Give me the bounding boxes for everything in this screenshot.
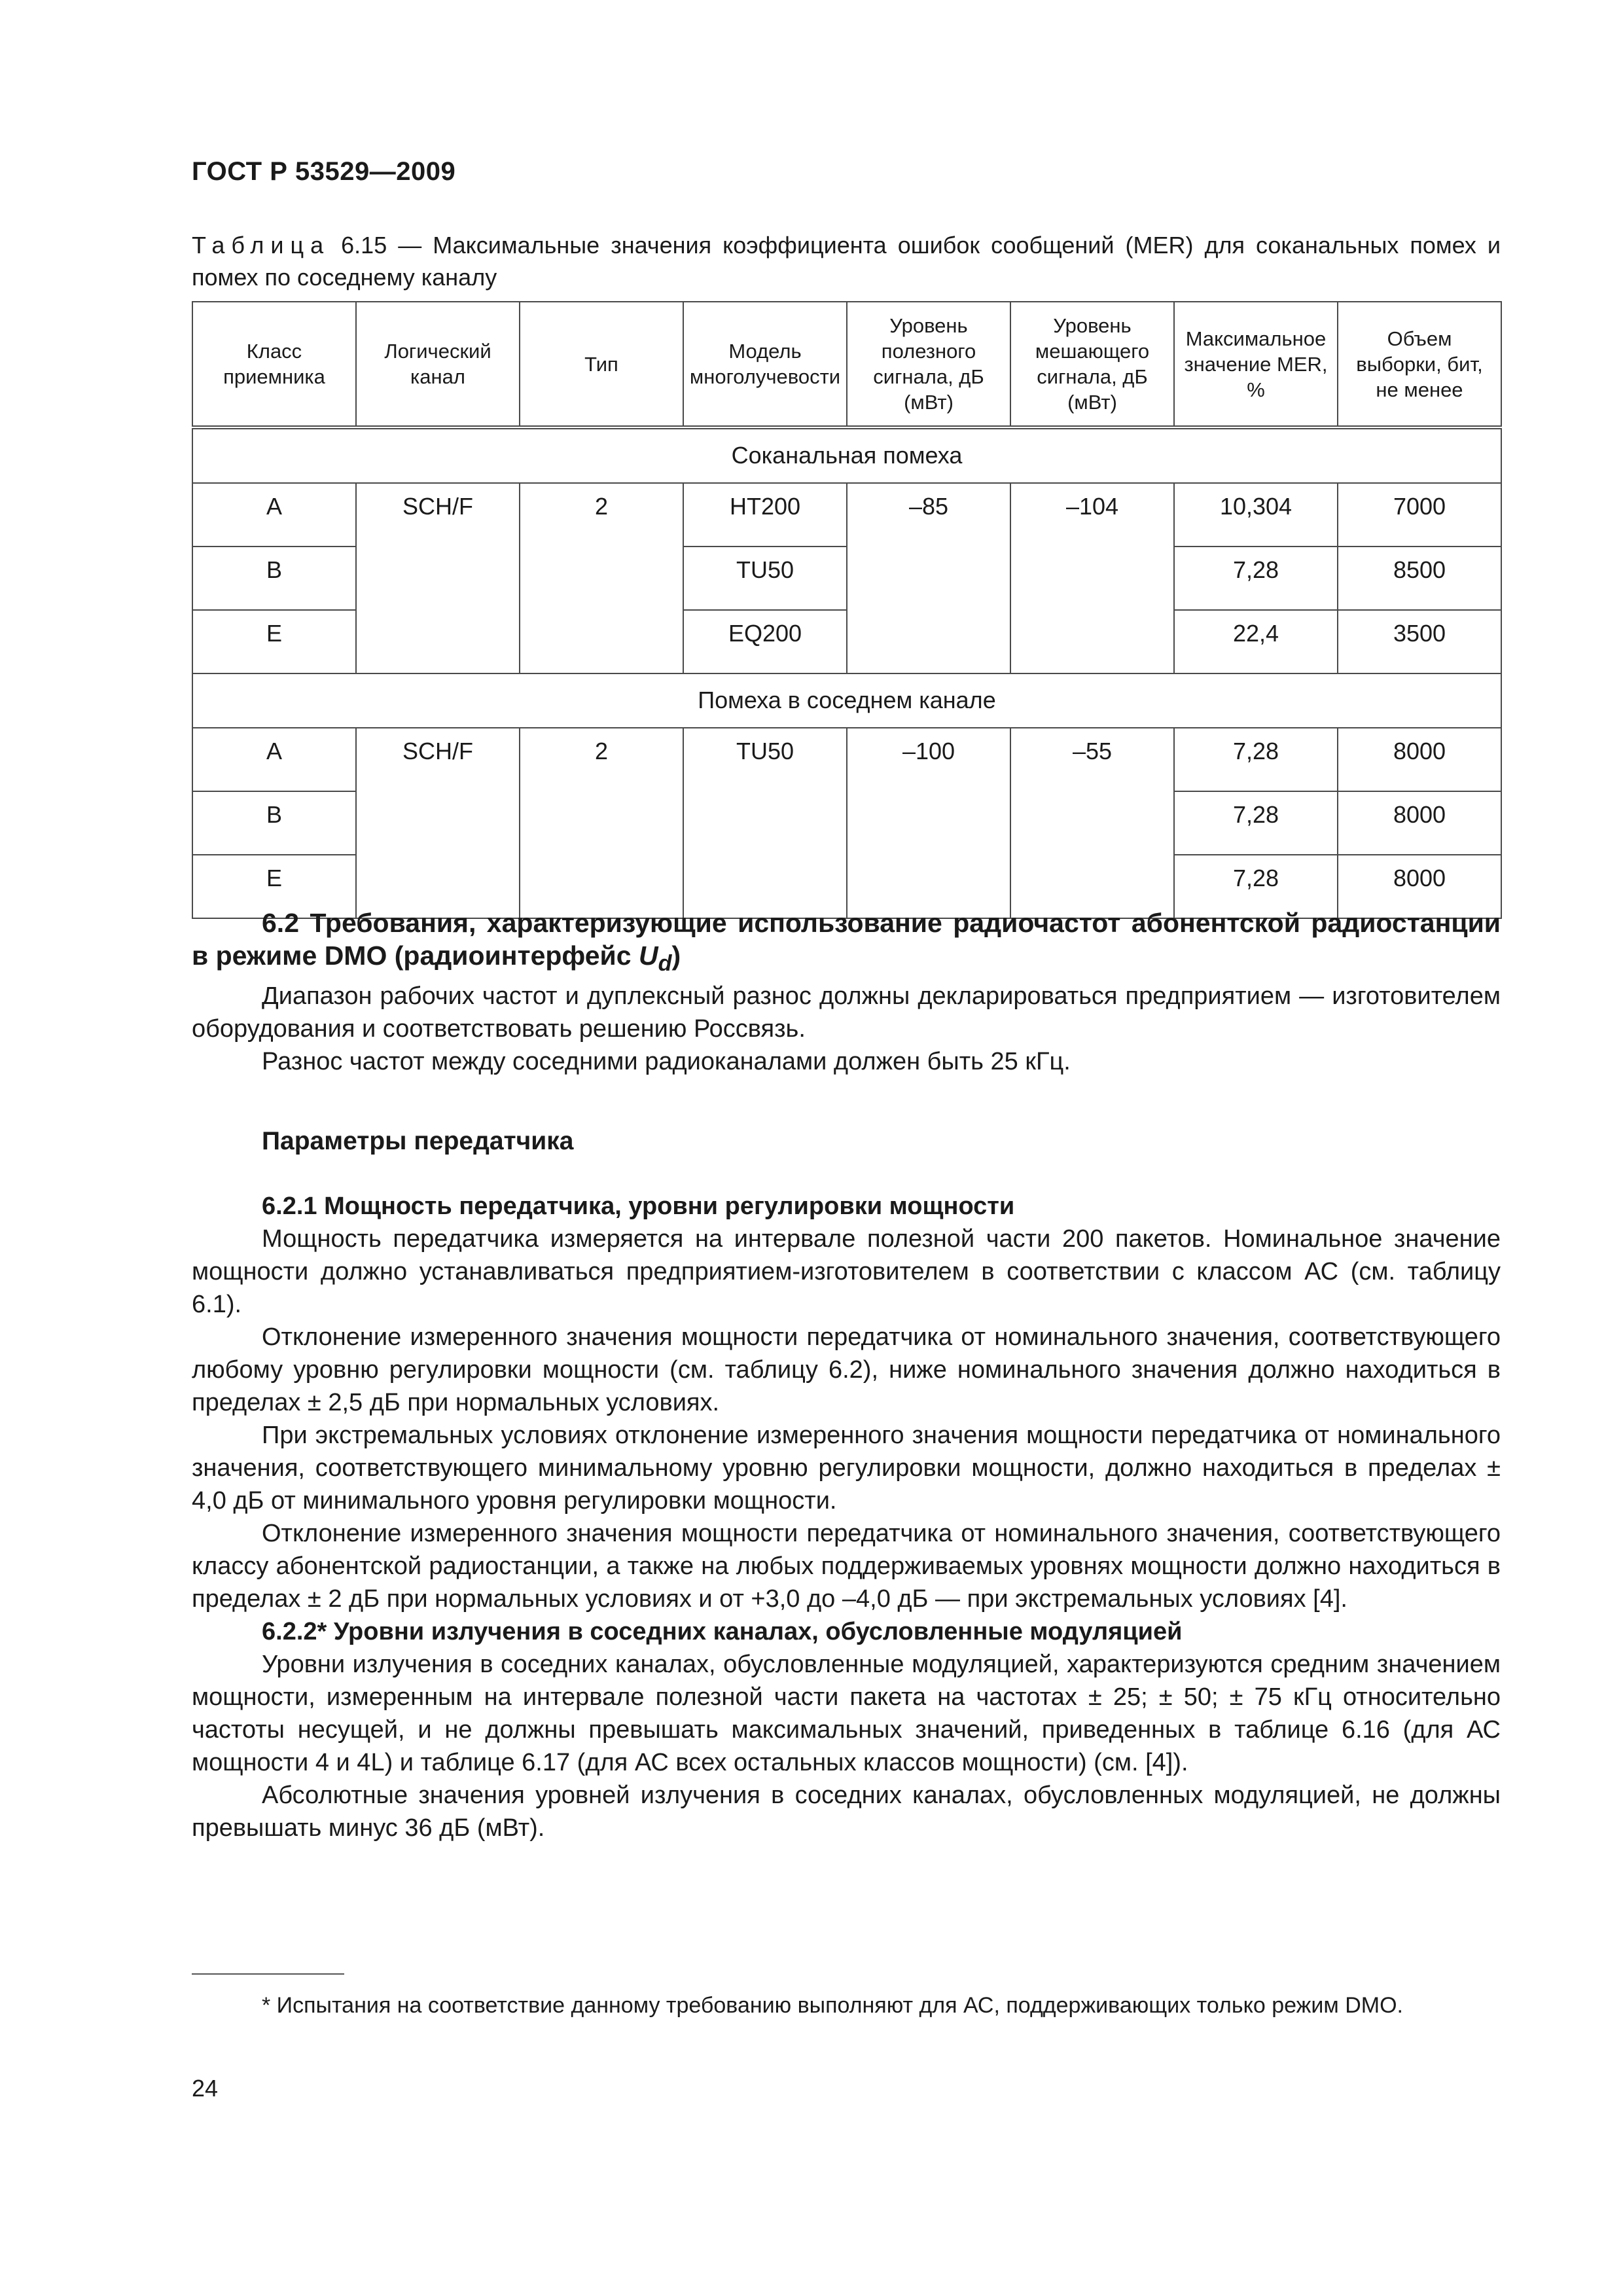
- section-6-2-1-heading: 6.2.1 Мощность передатчика, уровни регулировки мощности: [262, 1193, 1015, 1220]
- cell-sample: 3500: [1338, 610, 1501, 673]
- heading-variable: U: [638, 941, 658, 971]
- cell-sample: 8500: [1338, 547, 1501, 610]
- cell-sample: 7000: [1338, 483, 1501, 547]
- cell-signal: –100: [847, 728, 1010, 918]
- paragraph: Диапазон рабочих частот и дуплексный разнос должны декларироваться предприятием — изготовителем оборудования и соответствовать решению Россвязь.: [192, 982, 1501, 1043]
- col-header-model: Модель многолучевости: [683, 302, 847, 427]
- paragraph: При экстремальных условиях отклонение измеренного значения мощности передатчика от номинального значения, соответствующего минимальному уровню регулировки мощности, должно находиться в пределах ± 4,0 дБ от минимального уровня регулировки мощности.: [192, 1422, 1501, 1515]
- cell-sample: 8000: [1338, 855, 1501, 918]
- cell-type: 2: [520, 483, 683, 673]
- mer-table: [192, 301, 1502, 919]
- col-header-class: Класс приемника: [192, 302, 356, 427]
- cell-mer: 22,4: [1174, 610, 1338, 673]
- footnote: [192, 1990, 1501, 2021]
- cell-mer: 10,304: [1174, 483, 1338, 547]
- table-caption: [192, 229, 1501, 293]
- paragraph: Отклонение измеренного значения мощности передатчика от номинального значения, соответствующего любому уровню регулировки мощности (см. таблицу 6.2), ниже номинального значения должно находиться в пределах ± 2,5 дБ при нормальных условиях.: [192, 1323, 1501, 1416]
- cell-mer: 7,28: [1174, 547, 1338, 610]
- cell-sample: 8000: [1338, 728, 1501, 791]
- heading-subscript: d: [658, 951, 672, 977]
- col-header-sample: Объем выборки, бит, не менее: [1338, 302, 1501, 427]
- heading-text: 6.2 Требования, характеризующие использование радиочастот абонентской радиостанции в режиме DMO (радиоинтерфейс: [192, 908, 1501, 971]
- footnote-text: * Испытания на соответствие данному требованию выполняют для АС, поддерживающих только режим DMO.: [262, 1993, 1403, 2018]
- cell-model: EQ200: [683, 610, 847, 673]
- cell-model: TU50: [683, 547, 847, 610]
- paragraph: Абсолютные значения уровней излучения в соседних каналах, обусловленных модуляцией, не должны превышать минус 36 дБ (мВт).: [192, 1782, 1501, 1842]
- table-caption-label: Таблица: [192, 232, 330, 259]
- section-6-2-1: [192, 1190, 1501, 1844]
- section-6-2: [192, 906, 1501, 1078]
- paragraph: Уровни излучения в соседних каналах, обусловленные модуляцией, характеризуются средним значением мощности, измеренным на интервале полезной части пакета на частотах ± 25; ± 50; ± 75 кГц относительно частоты несущей, и не должны превышать максимальных значений, приведенных в таблице 6.16 (для АС мощности 4 и 4L) и таблице 6.17 (для АС всех остальных классов мощности) (см. [4]).: [192, 1651, 1501, 1776]
- col-header-type: Тип: [520, 302, 683, 427]
- paragraph: Мощность передатчика измеряется на интервале полезной части 200 пакетов. Номинальное значение мощности должно устанавливаться предприятием-изготовителем в соответствии с классом АС (см. таблицу 6.1).: [192, 1225, 1501, 1318]
- section-row: [192, 673, 1501, 728]
- cell-mer: 7,28: [1174, 791, 1338, 855]
- section-6-2-2-heading: 6.2.2* Уровни излучения в соседних каналах, обусловленные модуляцией: [262, 1618, 1183, 1645]
- col-header-mer: Максимальное значение MER, %: [1174, 302, 1338, 427]
- cell-class: E: [192, 610, 356, 673]
- cell-mer: 7,28: [1174, 728, 1338, 791]
- section-row: [192, 427, 1501, 483]
- section-title: Соканальная помеха: [192, 427, 1501, 483]
- page-number: 24: [192, 2075, 219, 2102]
- paragraph: Отклонение измеренного значения мощности передатчика от номинального значения, соответствующего классу абонентской радиостанции, а также на любых поддерживаемых уровнях мощности должно находиться в пределах ± 2 дБ при нормальных условиях и от +3,0 до –4,0 дБ — при экстремальных условиях [4].: [192, 1520, 1501, 1613]
- cell-sample: 8000: [1338, 791, 1501, 855]
- cell-type: 2: [520, 728, 683, 918]
- table-caption-text: 6.15 — Максимальные значения коэффициента ошибок сообщений (MER) для соканальных помех и помех по соседнему каналу: [192, 232, 1501, 291]
- footnote-divider: [192, 1973, 344, 1975]
- page-header: ГОСТ Р 53529—2009: [192, 157, 456, 186]
- col-header-interference: Уровень мешающего сигнала, дБ (мВт): [1010, 302, 1174, 427]
- paragraph: Разнос частот между соседними радиоканалами должен быть 25 кГц.: [262, 1048, 1071, 1076]
- cell-interference: –104: [1010, 483, 1174, 673]
- cell-class: B: [192, 791, 356, 855]
- col-header-signal: Уровень полезного сигнала, дБ (мВт): [847, 302, 1010, 427]
- table-header-row: [192, 302, 1501, 427]
- cell-channel: SCH/F: [356, 483, 520, 673]
- cell-class: A: [192, 483, 356, 547]
- cell-class: A: [192, 728, 356, 791]
- heading-close: ): [671, 941, 681, 971]
- cell-mer: 7,28: [1174, 855, 1338, 918]
- section-title: Помеха в соседнем канале: [192, 673, 1501, 728]
- col-header-channel: Логический канал: [356, 302, 520, 427]
- cell-interference: –55: [1010, 728, 1174, 918]
- cell-class: B: [192, 547, 356, 610]
- section-6-2-heading: [192, 906, 1501, 980]
- cell-model: TU50: [683, 728, 847, 918]
- cell-signal: –85: [847, 483, 1010, 673]
- cell-model: HT200: [683, 483, 847, 547]
- tx-params-heading: Параметры передатчика: [262, 1127, 574, 1155]
- cell-class: E: [192, 855, 356, 918]
- table-row: [192, 728, 1501, 791]
- table-row: [192, 483, 1501, 547]
- cell-channel: SCH/F: [356, 728, 520, 918]
